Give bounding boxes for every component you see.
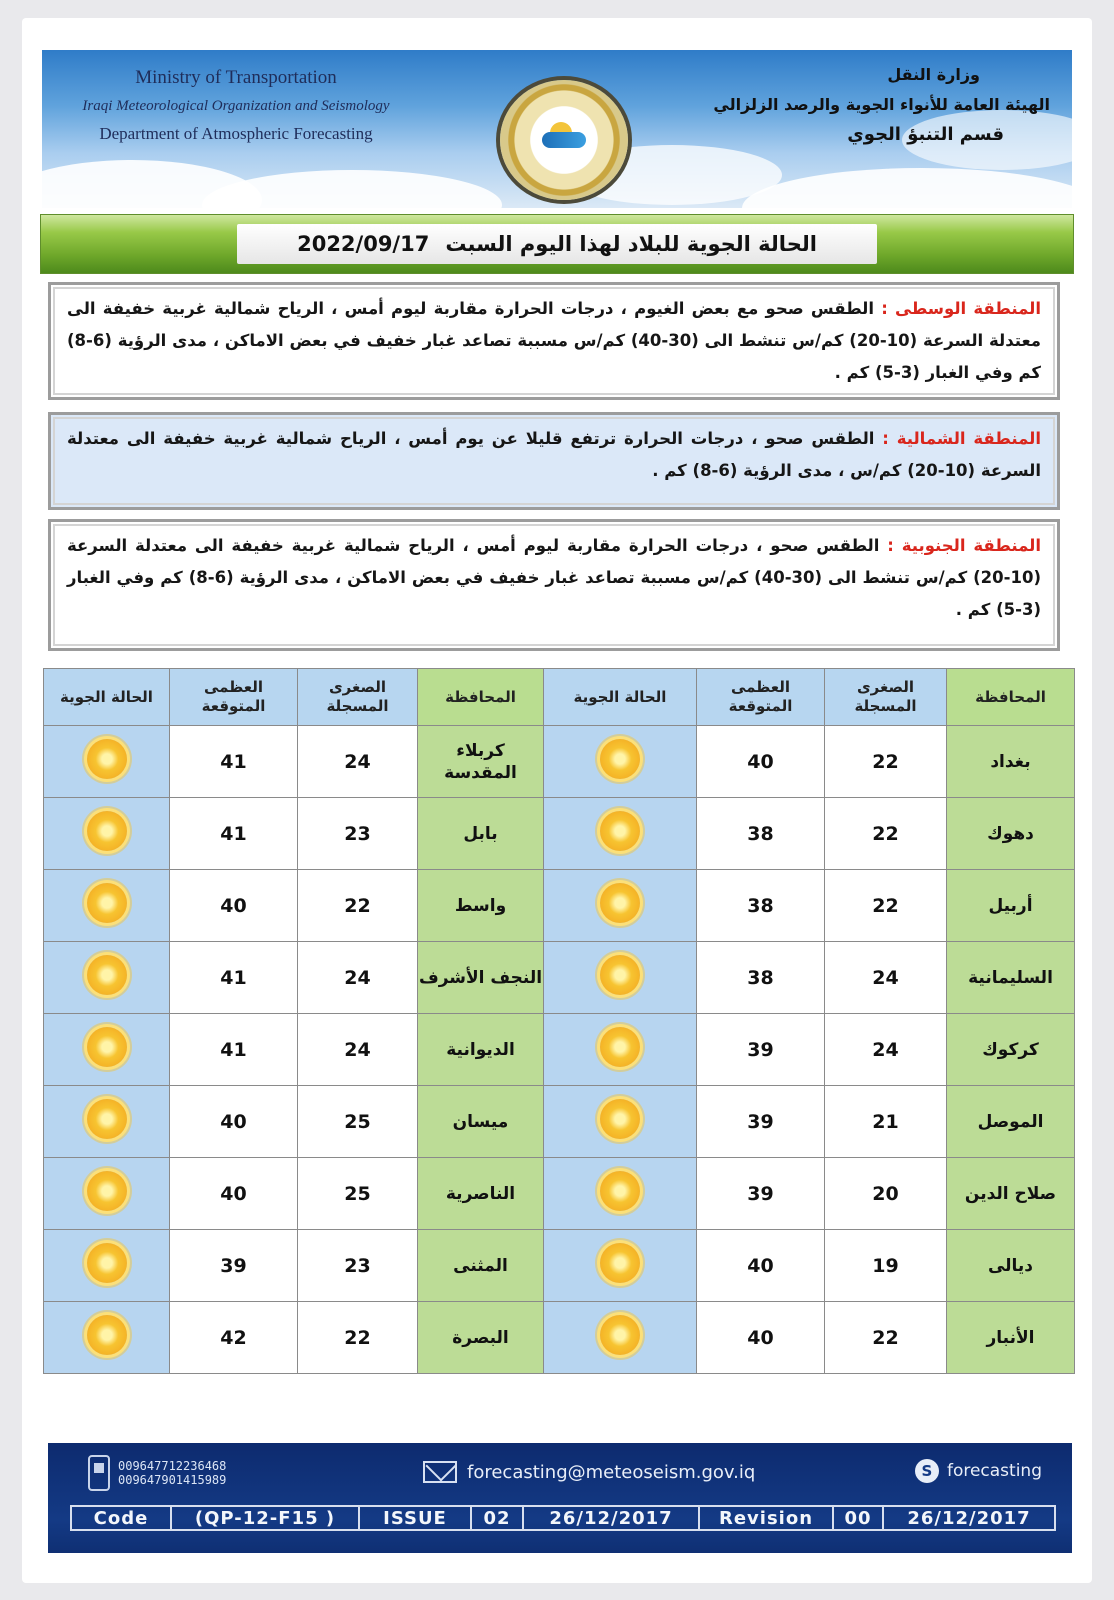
min-temp-cell: 25 [298, 1086, 418, 1158]
revision-date: 26/12/2017 [907, 1507, 1031, 1529]
governorate-cell: الناصرية [418, 1158, 544, 1230]
max-temp-cell: 39 [697, 1014, 825, 1086]
code-value: (QP-12-F15 ) [172, 1507, 360, 1529]
condition-cell [544, 1230, 697, 1302]
mail-icon [423, 1461, 457, 1483]
max-temp-cell: 41 [170, 726, 298, 798]
min-temp-cell: 22 [825, 726, 947, 798]
phone-number-1: 009647712236468 [118, 1459, 227, 1473]
governorate-cell: صلاح الدين [947, 1158, 1075, 1230]
governorate-cell: المثنى [418, 1230, 544, 1302]
table-row [44, 1086, 544, 1158]
table-row [44, 1014, 544, 1086]
table-row [544, 726, 1075, 798]
header-english [56, 64, 416, 148]
footer-skype[interactable] [915, 1459, 1042, 1483]
ministry-name-en: Ministry of Transportation [135, 67, 337, 88]
sun-icon [600, 883, 640, 923]
governorate-cell: الديوانية [418, 1014, 544, 1086]
email-address[interactable]: forecasting@meteoseism.gov.iq [467, 1461, 756, 1483]
min-temp-cell: 24 [825, 942, 947, 1014]
condition-cell [44, 1086, 170, 1158]
sun-icon [87, 883, 127, 923]
ministry-name-ar: وزارة النقل [887, 65, 980, 84]
title-date: 2022/09/17 [297, 232, 430, 256]
sun-icon [600, 811, 640, 851]
region-name: المنطقة الجنوبية : [887, 536, 1042, 555]
max-temp-cell: 42 [170, 1302, 298, 1374]
max-temp-cell: 38 [697, 942, 825, 1014]
title-text: الحالة الجوية للبلاد لهذا اليوم السبت [445, 232, 817, 256]
organization-name-en: Iraqi Meteorological Organization and Seismology [82, 98, 390, 114]
table-row [544, 1086, 1075, 1158]
phone-number-2: 009647901415989 [118, 1473, 227, 1487]
condition-cell [44, 942, 170, 1014]
governorate-cell: النجف الأشرف [418, 942, 544, 1014]
page-title [237, 224, 877, 264]
condition-cell [44, 798, 170, 870]
max-temp-cell: 41 [170, 942, 298, 1014]
issue-label: ISSUE [360, 1507, 472, 1529]
region-name: المنطقة الشمالية : [882, 429, 1041, 448]
forecast-table-right [543, 668, 1075, 1374]
revision-value: 00 [834, 1507, 884, 1529]
footer-email[interactable] [423, 1461, 755, 1483]
region-north [48, 412, 1060, 510]
table-row [44, 798, 544, 870]
max-temp-cell: 41 [170, 798, 298, 870]
table-row [544, 798, 1075, 870]
governorate-cell: كركوك [947, 1014, 1075, 1086]
condition-cell [544, 798, 697, 870]
sun-icon [87, 955, 127, 995]
max-temp-cell: 41 [170, 1014, 298, 1086]
sun-icon [600, 1243, 640, 1283]
sun-icon [600, 1099, 640, 1139]
logo-wave-shape [542, 132, 586, 148]
min-temp-cell: 23 [298, 798, 418, 870]
sun-icon [600, 955, 640, 995]
table-row [44, 726, 544, 798]
max-temp-cell: 38 [697, 870, 825, 942]
header-max: العظمى المتوقعة [697, 669, 825, 726]
table-row [544, 1014, 1075, 1086]
organization-logo [500, 80, 628, 200]
condition-cell [44, 726, 170, 798]
condition-cell [44, 1230, 170, 1302]
max-temp-cell: 39 [697, 1086, 825, 1158]
max-temp-cell: 40 [170, 870, 298, 942]
footer-phone [88, 1455, 226, 1491]
min-temp-cell: 21 [825, 1086, 947, 1158]
sun-icon [600, 1171, 640, 1211]
table-row [44, 1302, 544, 1374]
issue-value: 02 [472, 1507, 524, 1529]
governorate-cell: واسط [418, 870, 544, 942]
condition-cell [544, 942, 697, 1014]
condition-cell [544, 726, 697, 798]
table-row [544, 942, 1075, 1014]
max-temp-cell: 38 [697, 798, 825, 870]
governorate-cell: بابل [418, 798, 544, 870]
table-row [544, 1158, 1075, 1230]
department-name-en: Department of Atmospheric Forecasting [99, 124, 373, 143]
table-header-row [544, 669, 1075, 726]
min-temp-cell: 24 [298, 726, 418, 798]
governorate-cell: دهوك [947, 798, 1075, 870]
sun-icon [87, 811, 127, 851]
governorate-cell: ديالى [947, 1230, 1075, 1302]
table-row [44, 1230, 544, 1302]
department-name-ar: قسم التنبؤ الجوي [847, 124, 1004, 145]
bulletin-page [22, 18, 1092, 1583]
governorate-cell: ميسان [418, 1086, 544, 1158]
min-temp-cell: 24 [298, 942, 418, 1014]
sun-icon [600, 1027, 640, 1067]
min-temp-cell: 24 [825, 1014, 947, 1086]
max-temp-cell: 39 [697, 1158, 825, 1230]
table-row [44, 870, 544, 942]
max-temp-cell: 40 [697, 1302, 825, 1374]
skype-handle: forecasting [946, 1461, 1042, 1481]
max-temp-cell: 39 [170, 1230, 298, 1302]
min-temp-cell: 22 [825, 1302, 947, 1374]
min-temp-cell: 22 [825, 798, 947, 870]
governorate-cell: الأنبار [947, 1302, 1075, 1374]
governorate-cell: بغداد [947, 726, 1075, 798]
table-header-row [44, 669, 544, 726]
governorate-cell: البصرة [418, 1302, 544, 1374]
condition-cell [44, 870, 170, 942]
min-temp-cell: 19 [825, 1230, 947, 1302]
table-row [544, 870, 1075, 942]
sun-icon [87, 1315, 127, 1355]
region-text: الطقس صحو مع بعض الغيوم ، درجات الحرارة مقاربة ليوم أمس ، الرياح شمالية غربية خفيفة الى معتدلة السرعة (10-20) كم/س تنشط الى (30-40) كم/س مسببة تصاعد غبار خفيف في بعض الاماكن ، مدى الرؤية (6-8) كم وفي الغبار (3-5) كم . [67, 299, 1041, 382]
header-condition: الحالة الجوية [44, 669, 170, 726]
footer [48, 1443, 1072, 1553]
region-text: الطقس صحو ، درجات الحرارة مقاربة ليوم أمس ، الرياح شمالية غربية خفيفة الى معتدلة السرعة (10-20) كم/س تنشط الى (30-40) كم/س مسببة تصاعد غبار خفيف في بعض الاماكن ، مدى الرؤية (6-8) كم وفي الغبار (3-5) كم . [67, 536, 1041, 619]
table-row [544, 1302, 1075, 1374]
organization-name-ar: الهيئة العامة للأنواء الجوية والرصد الزلزالي [713, 95, 1050, 114]
min-temp-cell: 20 [825, 1158, 947, 1230]
table-row [44, 1158, 544, 1230]
sun-icon [87, 1171, 127, 1211]
header-min: الصغرى المسجلة [825, 669, 947, 726]
sun-icon [87, 739, 127, 779]
header-min: الصغرى المسجلة [298, 669, 418, 726]
table-row [544, 1230, 1075, 1302]
region-south [48, 519, 1060, 651]
sun-icon [87, 1243, 127, 1283]
min-temp-cell: 25 [298, 1158, 418, 1230]
governorate-cell: أربيل [947, 870, 1075, 942]
condition-cell [544, 1158, 697, 1230]
header-condition: الحالة الجوية [544, 669, 697, 726]
header-max: العظمى المتوقعة [170, 669, 298, 726]
title-bar [40, 214, 1074, 274]
table-row [44, 942, 544, 1014]
revision-label: Revision [700, 1507, 834, 1529]
condition-cell [544, 1302, 697, 1374]
header-governorate: المحافظة [947, 669, 1075, 726]
sun-icon [87, 1099, 127, 1139]
min-temp-cell: 23 [298, 1230, 418, 1302]
min-temp-cell: 22 [298, 1302, 418, 1374]
condition-cell [544, 870, 697, 942]
header-arabic [710, 60, 1050, 150]
max-temp-cell: 40 [697, 1230, 825, 1302]
condition-cell [544, 1086, 697, 1158]
min-temp-cell: 22 [825, 870, 947, 942]
condition-cell [544, 1014, 697, 1086]
header-banner [42, 50, 1072, 208]
sun-icon [600, 1315, 640, 1355]
min-temp-cell: 24 [298, 1014, 418, 1086]
document-code-bar [70, 1505, 1056, 1531]
max-temp-cell: 40 [170, 1158, 298, 1230]
sun-icon [87, 1027, 127, 1067]
max-temp-cell: 40 [697, 726, 825, 798]
min-temp-cell: 22 [298, 870, 418, 942]
governorate-cell: السليمانية [947, 942, 1075, 1014]
region-name: المنطقة الوسطى : [881, 299, 1042, 318]
header-governorate: المحافظة [418, 669, 544, 726]
max-temp-cell: 40 [170, 1086, 298, 1158]
region-central [48, 282, 1060, 400]
forecast-table-left [43, 668, 544, 1374]
condition-cell [44, 1014, 170, 1086]
condition-cell [44, 1302, 170, 1374]
issue-date: 26/12/2017 [524, 1507, 700, 1529]
condition-cell [44, 1158, 170, 1230]
governorate-cell: الموصل [947, 1086, 1075, 1158]
sun-icon [600, 739, 640, 779]
phone-icon [88, 1455, 110, 1491]
code-label: Code [72, 1507, 172, 1529]
skype-icon: S [915, 1459, 939, 1483]
governorate-cell: كربلاء المقدسة [418, 726, 544, 798]
region-text: الطقس صحو ، درجات الحرارة ترتفع قليلا عن يوم أمس ، الرياح شمالية غربية خفيفة الى معتدلة السرعة (10-20) كم/س ، مدى الرؤية (6-8) كم . [67, 429, 1041, 480]
